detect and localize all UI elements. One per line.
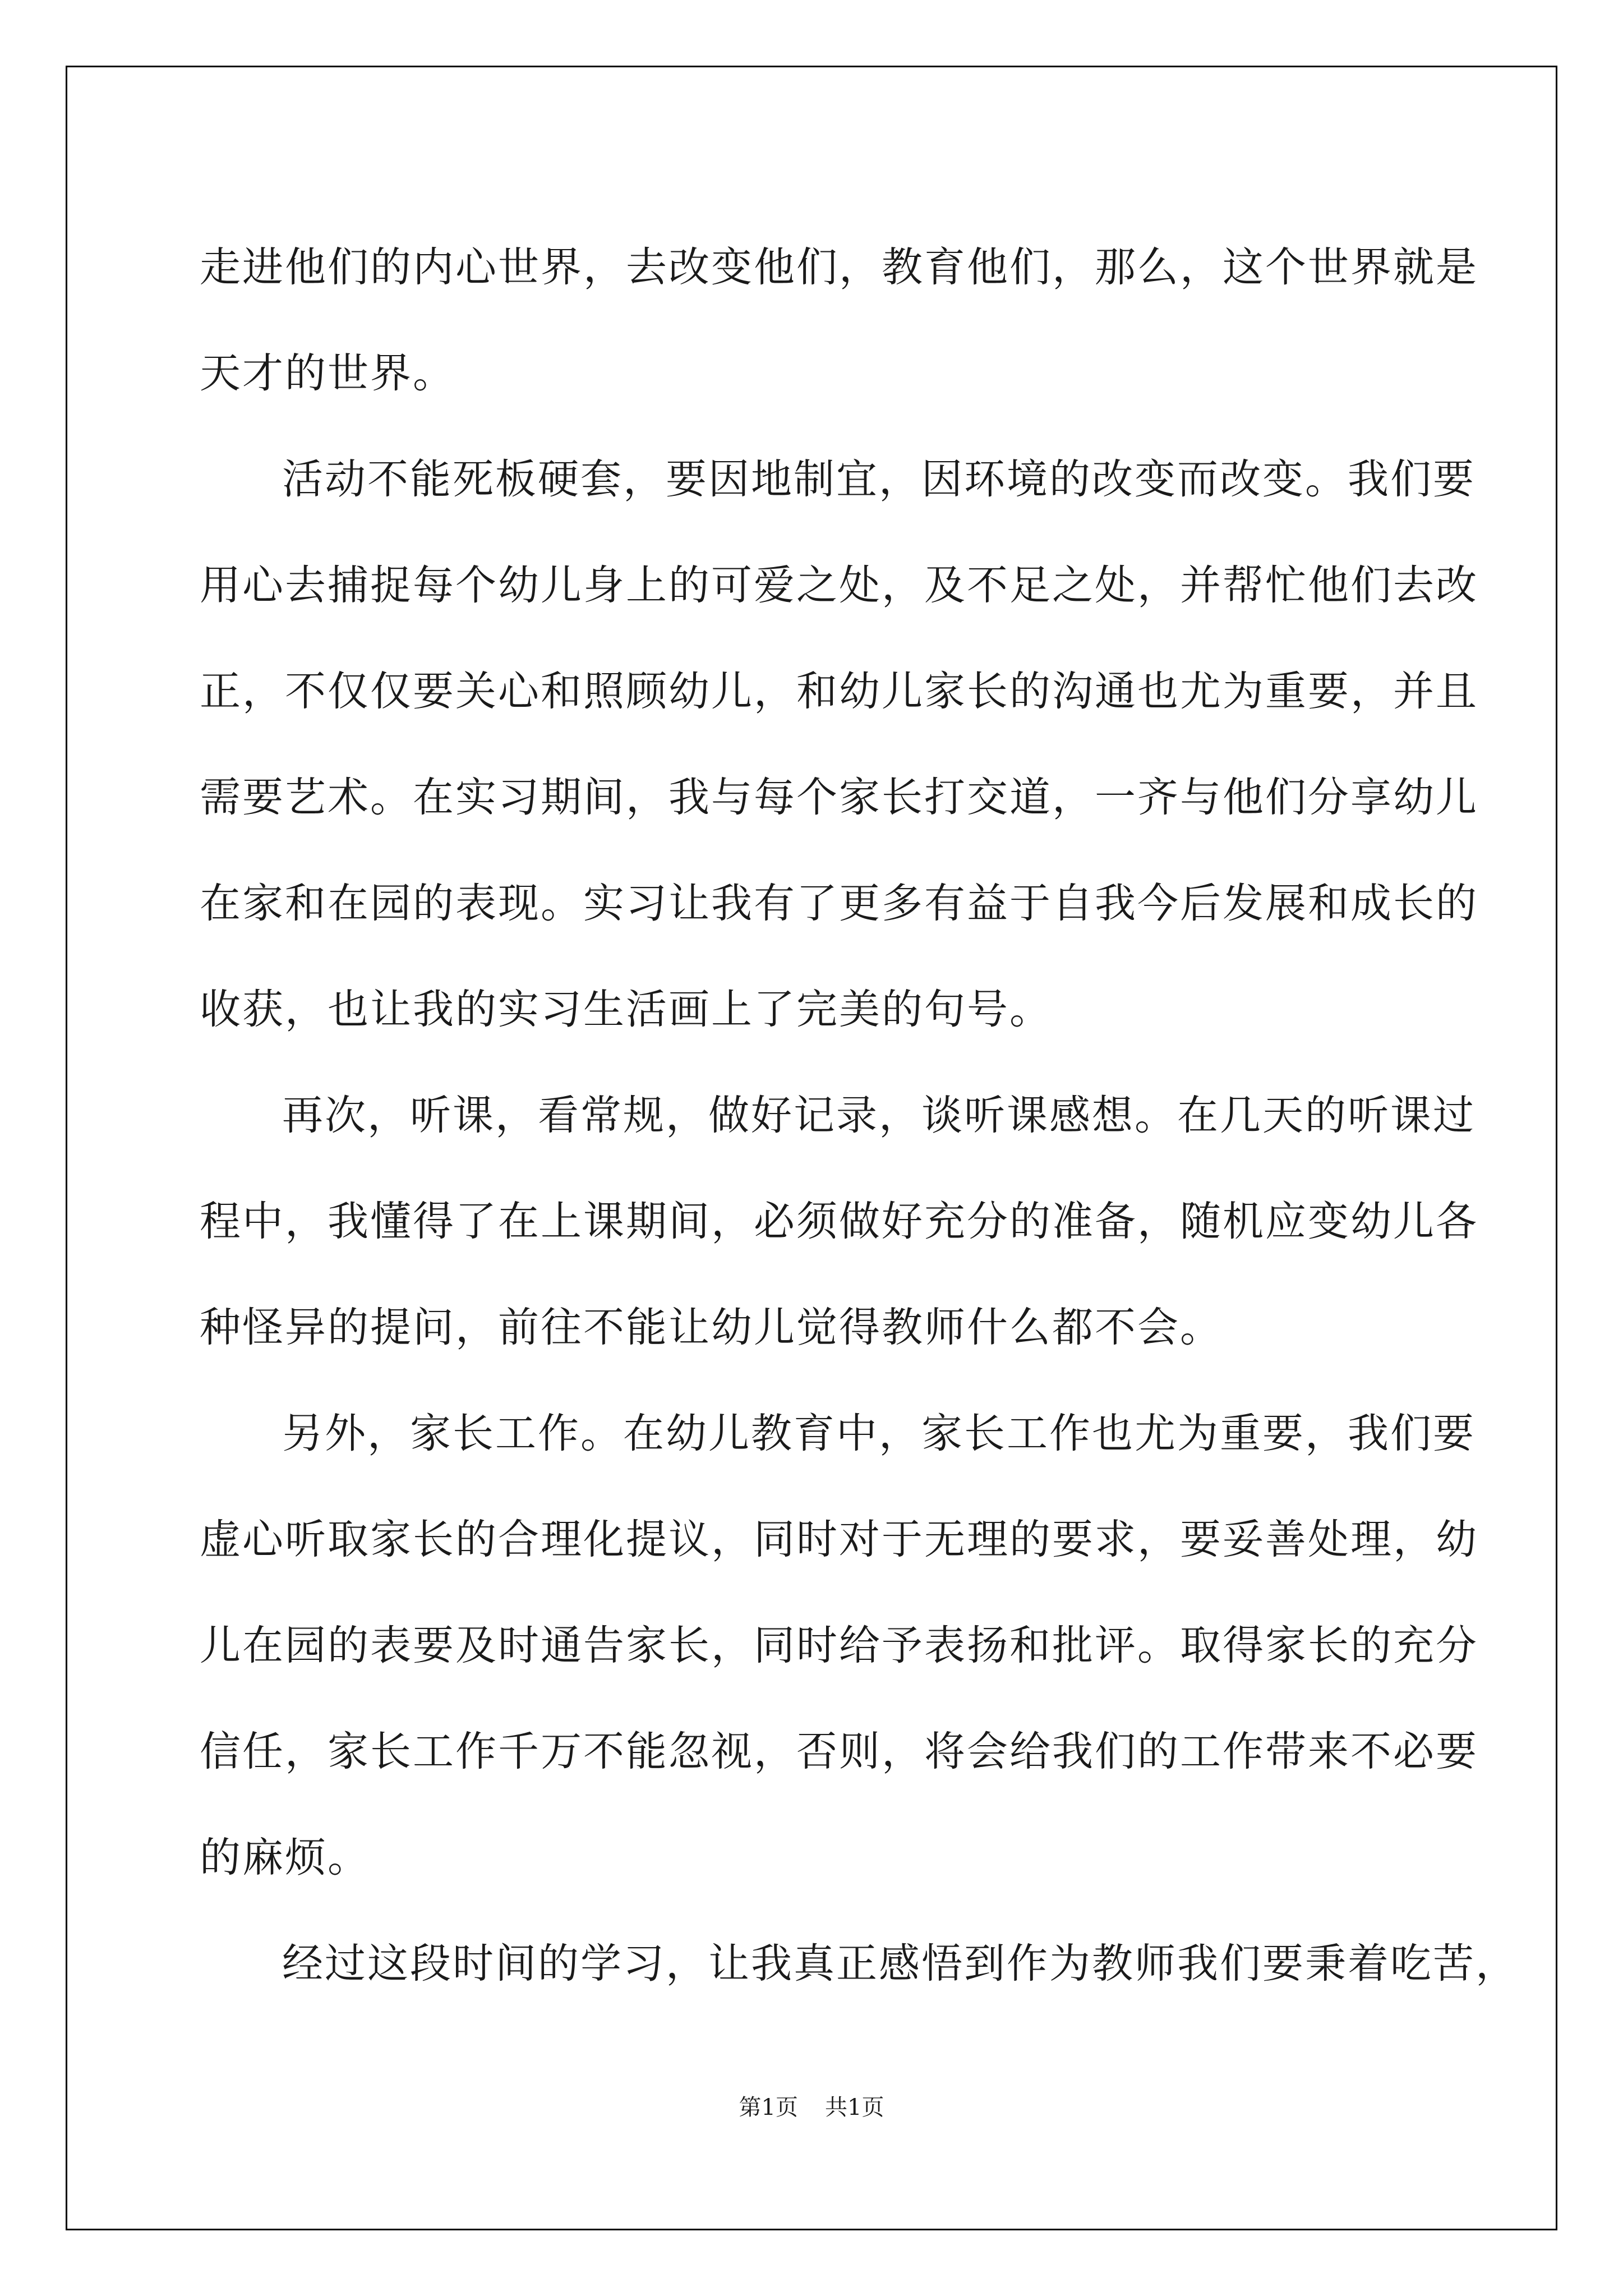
paragraph-start-line: 再次，听课，看常规，做好记录，谈听课感想。在几天的听课过 [282, 1092, 1476, 1139]
text-line: 用心去捕捉每个幼儿身上的可爱之处，及不足之处，并帮忙他们去改 [200, 562, 1478, 609]
text-line: 儿在园的表要及时通告家长，同时给予表扬和批评。取得家长的充分 [200, 1622, 1478, 1669]
paragraph-start-line: 另外，家长工作。在幼儿教育中，家长工作也尤为重要，我们要 [282, 1410, 1476, 1457]
text-line: 信任，家长工作千万不能忽视，否则，将会给我们的工作带来不必要 [200, 1728, 1478, 1775]
text-line: 在家和在园的表现。实习让我有了更多有益于自我今后发展和成长的 [200, 880, 1478, 927]
document-body [200, 214, 1518, 2017]
text-line: 种怪异的提问，前往不能让幼儿觉得教师什么都不会。 [200, 1304, 1223, 1351]
page-total: 共1页 [825, 2095, 884, 2120]
page-footer [0, 2090, 1623, 2122]
text-line: 收获，也让我的实习生活画上了完美的句号。 [200, 986, 1052, 1033]
text-line: 程中，我懂得了在上课期间，必须做好充分的准备，随机应变幼儿各 [200, 1198, 1478, 1245]
text-line: 走进他们的内心世界，去改变他们，教育他们，那么，这个世界就是 [200, 243, 1478, 291]
text-line: 天才的世界。 [200, 349, 455, 397]
text-line: 需要艺术。在实习期间，我与每个家长打交道，一齐与他们分享幼儿 [200, 774, 1478, 821]
paragraph-start-line: 活动不能死板硬套，要因地制宜，因环境的改变而改变。我们要 [282, 455, 1476, 503]
text-line: 的麻烦。 [200, 1834, 370, 1881]
paragraph-start-line: 经过这段时间的学习，让我真正感悟到作为教师我们要秉着吃苦， [282, 1940, 1518, 1987]
page-number: 第1页 [739, 2095, 798, 2120]
text-line: 虚心听取家长的合理化提议，同时对于无理的要求，要妥善处理，幼 [200, 1516, 1478, 1563]
text-line: 正，不仅仅要关心和照顾幼儿，和幼儿家长的沟通也尤为重要，并且 [200, 668, 1478, 715]
